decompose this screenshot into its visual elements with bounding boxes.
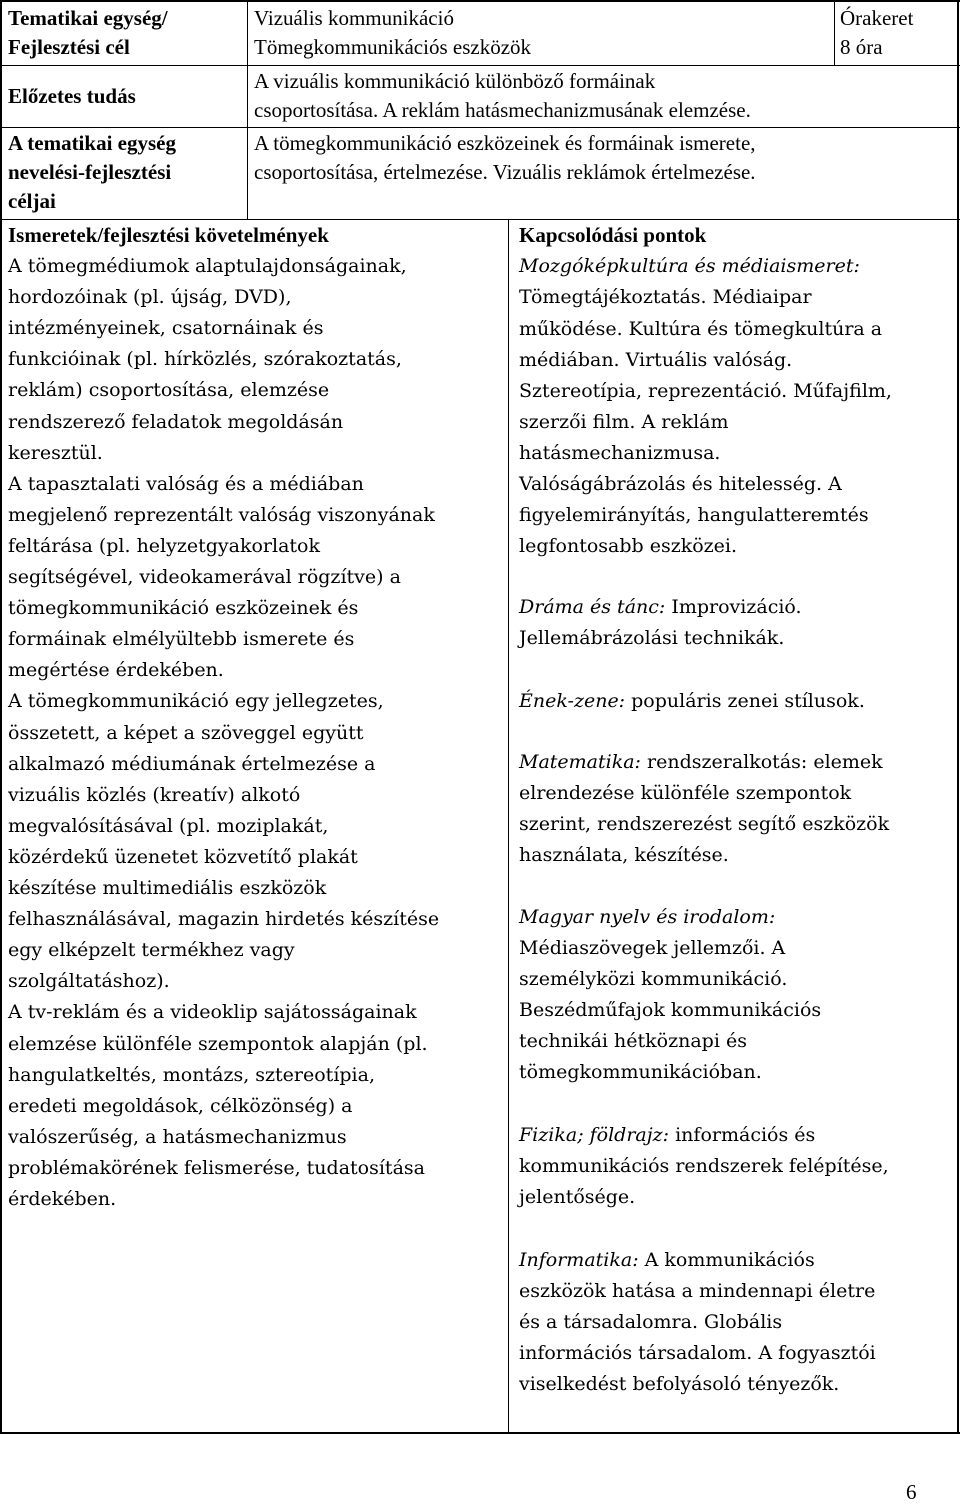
subject-name: Fizika; földrajz: <box>519 1124 670 1146</box>
connection-text: szerint, rendszerezést segítő eszközök <box>519 813 890 835</box>
connection-text: szerzői film. A reklám <box>519 411 729 433</box>
connection-line <box>519 475 842 494</box>
connection-text: személyközi kommunikáció. <box>519 968 788 990</box>
requirement-line: formáinak elmélyültebb ismerete és <box>8 628 355 650</box>
connection-line <box>519 351 792 370</box>
connection-line <box>519 1313 782 1332</box>
connection-line <box>519 444 720 463</box>
requirement-line: vizuális közlés (kreatív) alkotó <box>8 784 301 806</box>
connection-line <box>519 1063 762 1082</box>
requirement-line: megvalósításával (pl. moziplakát, <box>8 815 329 837</box>
connection-text: hatásmechanizmusa. <box>519 442 721 464</box>
connection-text: populáris zenei stílusok. <box>625 690 865 712</box>
requirement-line: A tv-reklám és a videoklip sajátosságainak <box>8 1001 417 1023</box>
subject-name: Dráma és tánc: <box>519 596 666 618</box>
prior-knowledge-label: Előzetes tudás <box>8 84 136 108</box>
requirement-line: megjelenő reprezentált valóság viszonyának <box>8 504 435 526</box>
connection-line <box>519 846 729 865</box>
requirement-line: tömegkommunikáció eszközeinek és <box>8 597 359 619</box>
requirement-line: érdekében. <box>8 1188 117 1210</box>
requirement-line: közérdekű üzenetet közvetítő plakát <box>8 846 358 868</box>
connection-text: Beszédműfajok kommunikációs <box>519 999 822 1021</box>
requirement-line: intézményeinek, csatornáinak és <box>8 317 324 339</box>
connection-line <box>519 1032 747 1051</box>
divider-row3 <box>0 219 960 220</box>
connection-text: legfontosabb eszközei. <box>519 535 738 557</box>
connection-line <box>519 257 860 276</box>
requirement-line: egy elképzelt termékhez vagy <box>8 939 295 961</box>
divider-hours-vertical <box>834 0 835 66</box>
table-border-bottom <box>0 1432 960 1434</box>
requirement-line: rendszerező feladatok megoldásán <box>8 411 344 433</box>
connection-line <box>519 1375 839 1394</box>
connection-line <box>519 598 802 617</box>
connection-line <box>519 382 892 401</box>
divider-columns-vertical <box>508 219 509 1433</box>
connection-line <box>519 629 784 648</box>
topic-value-line-2: Tömegkommunikációs eszközök <box>254 35 532 59</box>
connection-text: technikái hétköznapi és <box>519 1030 747 1052</box>
connection-text: eszközök hatása a mindennapi életre <box>519 1280 876 1302</box>
connection-line <box>519 753 883 772</box>
topic-label-line-1: Tematikai egység/ <box>8 6 168 30</box>
connection-text: kommunikációs rendszerek felépítése, <box>519 1155 889 1177</box>
connection-text: médiában. Virtuális valóság. <box>519 349 793 371</box>
connection-line <box>519 537 737 556</box>
goals-label-line-3: céljai <box>8 189 56 213</box>
connection-line <box>519 815 889 834</box>
connection-text: A kommunikációs <box>638 1249 815 1271</box>
subject-name: Magyar nyelv és irodalom: <box>519 906 776 928</box>
connection-text: Jellemábrázolási technikák. <box>519 627 785 649</box>
requirement-line: reklám) csoportosítása, elemzése <box>8 379 330 401</box>
requirement-line: valószerűség, a hatásmechanizmus <box>8 1126 347 1148</box>
connection-line <box>519 692 865 711</box>
page-number: 6 <box>906 1480 917 1504</box>
goals-line-2: csoportosítása, értelmezése. Vizuális reklámok értelmezése. <box>254 160 756 184</box>
connection-text: viselkedést befolyásoló tényezők. <box>519 1373 840 1395</box>
connection-text: figyelemirányítás, hangulatteremtés <box>519 504 869 526</box>
goals-label-line-1: A tematikai egység <box>8 131 176 155</box>
connection-text: Improvizáció. <box>665 596 802 618</box>
table-border-right <box>957 0 959 1434</box>
topic-label-line-2: Fejlesztési cél <box>8 35 130 59</box>
requirement-line: felhasználásával, magazin hirdetés készítése <box>8 908 440 930</box>
connection-text: Médiaszövegek jellemzői. A <box>519 937 786 959</box>
connection-text: rendszeralkotás: elemek <box>640 751 883 773</box>
connection-text: tömegkommunikációban. <box>519 1061 762 1083</box>
requirement-line: elemzése különféle szempontok alapján (pl. <box>8 1033 428 1055</box>
table-border-top <box>0 0 960 2</box>
connection-line <box>519 970 787 989</box>
requirement-line: szolgáltatáshoz). <box>8 970 170 992</box>
connection-line <box>519 320 882 339</box>
connection-text: elrendezése különféle szempontok <box>519 782 852 804</box>
connection-line <box>519 1251 815 1270</box>
requirement-line: hangulatkeltés, montázs, sztereotípia, <box>8 1064 376 1086</box>
requirement-line: A tömegkommunikáció egy jellegzetes, <box>8 690 384 712</box>
requirement-line: összetett, a képet a szöveggel együtt <box>8 722 364 744</box>
divider-row1 <box>0 65 960 66</box>
connection-line <box>519 1282 875 1301</box>
right-column-header: Kapcsolódási pontok <box>519 223 707 247</box>
connection-text: információs és <box>669 1124 816 1146</box>
divider-header-vertical <box>247 0 248 220</box>
connection-line <box>519 1001 821 1020</box>
subject-name: Ének-zene: <box>519 690 626 712</box>
connection-line <box>519 288 812 307</box>
divider-row2 <box>0 127 960 128</box>
requirement-line: keresztül. <box>8 442 103 464</box>
requirement-line: alkalmazó médiumának értelmezése a <box>8 753 376 775</box>
connection-line <box>519 1344 876 1363</box>
hours-value: 8 óra <box>840 35 883 59</box>
table-border-left <box>0 0 2 1434</box>
subject-name: Mozgóképkultúra és médiaismeret: <box>519 255 860 277</box>
connection-text: Tömegtájékoztatás. Médiaipar <box>519 286 812 308</box>
connection-line <box>519 506 869 525</box>
subject-name: Informatika: <box>519 1249 639 1271</box>
topic-value-line-1: Vizuális kommunikáció <box>254 6 454 30</box>
connection-line <box>519 413 729 432</box>
connection-line <box>519 1126 815 1145</box>
connection-line <box>519 939 785 958</box>
requirement-line: segítségével, videokamerával rögzítve) a <box>8 566 401 588</box>
left-column-header: Ismeretek/fejlesztési követelmények <box>8 223 329 247</box>
connection-text: Valóságábrázolás és hitelesség. A <box>519 473 842 495</box>
goals-label-line-2: nevelési-fejlesztési <box>8 160 172 184</box>
connection-text: információs társadalom. A fogyasztói <box>519 1342 876 1364</box>
connection-line <box>519 908 775 927</box>
requirement-line: problémakörének felismerése, tudatosítása <box>8 1157 425 1179</box>
connection-text: és a társadalomra. Globális <box>519 1311 783 1333</box>
hours-label: Órakeret <box>840 6 914 30</box>
requirement-line: A tömegmédiumok alaptulajdonságainak, <box>8 255 407 277</box>
connection-line <box>519 1188 635 1207</box>
connection-text: használata, készítése. <box>519 844 729 866</box>
connection-line <box>519 784 851 803</box>
goals-line-1: A tömegkommunikáció eszközeinek és formáinak ismerete, <box>254 131 756 155</box>
requirement-line: eredeti megoldások, célközönség) a <box>8 1095 353 1117</box>
requirement-line: hordozóinak (pl. újság, DVD), <box>8 286 292 308</box>
subject-name: Matematika: <box>519 751 641 773</box>
connection-line <box>519 1157 889 1176</box>
connection-text: Sztereotípia, reprezentáció. Műfajfilm, <box>519 380 892 402</box>
requirement-line: készítése multimediális eszközök <box>8 877 327 899</box>
requirement-line: megértése érdekében. <box>8 659 224 681</box>
prior-knowledge-line-1: A vizuális kommunikáció különböző formáinak <box>254 69 656 93</box>
requirement-line: A tapasztalati valóság és a médiában <box>8 473 364 495</box>
requirement-line: funkcióinak (pl. hírközlés, szórakoztatás, <box>8 348 402 370</box>
prior-knowledge-line-2: csoportosítása. A reklám hatásmechanizmusának elemzése. <box>254 98 751 122</box>
connection-text: jelentősége. <box>519 1186 636 1208</box>
requirement-line: feltárása (pl. helyzetgyakorlatok <box>8 535 321 557</box>
connection-text: működése. Kultúra és tömegkultúra a <box>519 318 883 340</box>
